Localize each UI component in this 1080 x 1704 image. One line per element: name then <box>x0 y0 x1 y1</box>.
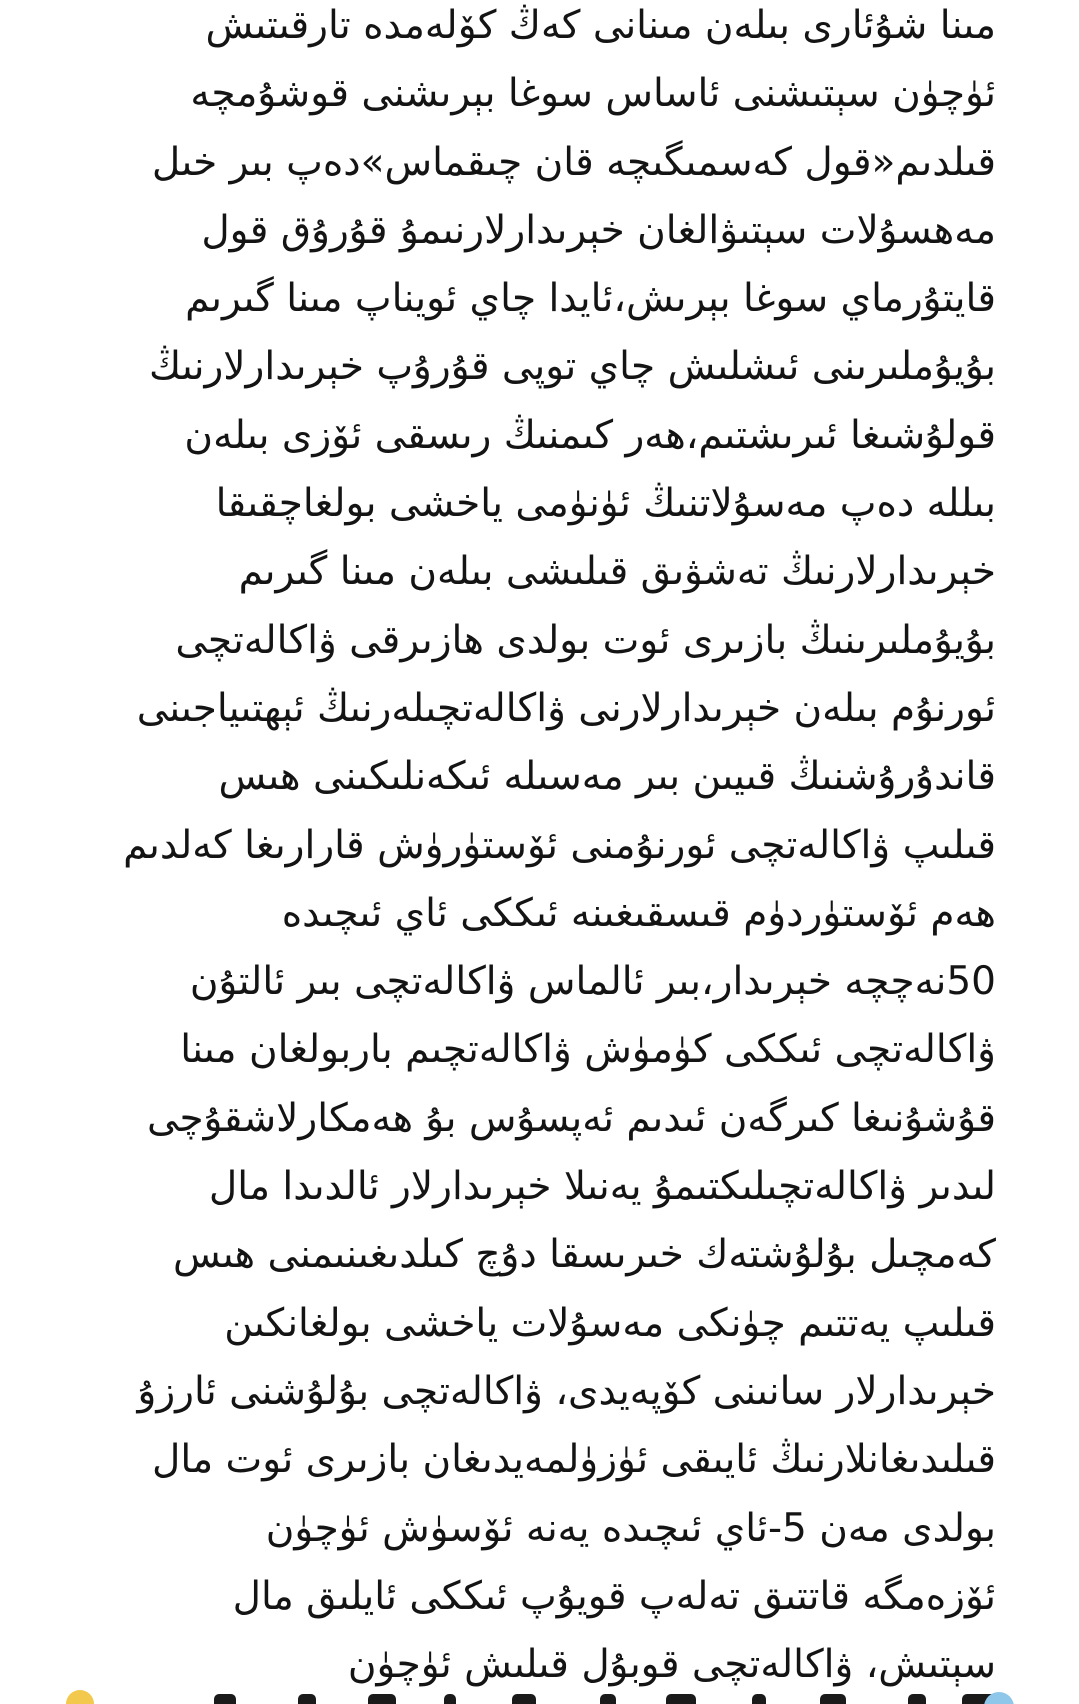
text-line: ھەم ئۆستۈردۈم قىسقىغىنە ئىككى ئاي ئىچىدە <box>281 890 996 936</box>
text-line: قىلدىم«قول كەسمىگىچە قان چىقماس»دەپ بىر خىل <box>151 139 996 185</box>
emoji-icon <box>66 1690 94 1704</box>
text-line: لىدىر ۋاكالەتچىلىكتىمۇ يەنىلا خېرىدارلار ئالدىدا مال <box>208 1164 996 1210</box>
text-line: قايتۇرماي سوغا بېرىش،ئايدا چاي ئويناپ مىنا گىرىم <box>185 276 996 322</box>
text-line: قۇشۇنىغا كىرگەن ئىدىم ئەپسۇس بۇ ھەمكارلاشقۇچى <box>147 1095 996 1141</box>
text-line: ئۆزەمگە قاتتىق تەلەپ قويۇپ ئىككى ئايلىق مال <box>232 1573 996 1619</box>
cut-off-text-fragment <box>176 1686 996 1704</box>
text-line: بولدى مەن 5-ئاي ئىچىدە يەنە ئۆسۈش ئۈچۈن <box>265 1505 996 1551</box>
text-line: كەمچىل بۇلۇشتەك خىرىسقا دۇچ كىلدىغىنىمنى ھىس <box>173 1232 996 1278</box>
text-line: بىللە دەپ مەسۇلاتنىڭ ئۈنۈمى ياخشى بولغاچقىقا <box>215 481 996 527</box>
text-line: بۇيۇملىرىنى ئىشلىش چاي توپى قۇرۇپ خېرىدارلارنىڭ <box>148 344 996 390</box>
text-line: قولۇشىغا ئىرىشتىم،ھەر كىمنىڭ رىسقى ئۆزى بىلەن <box>184 412 996 458</box>
text-line: مەھسۇلات سېتىۋالغان خېرىدارلارنىمۇ قۇرۇق قول <box>201 207 996 253</box>
text-line: قىلىپ يەتتىم چۈنكى مەسۇلات ياخشى بولغانكىن <box>224 1300 996 1346</box>
text-line: قىلىپ ۋاكالەتچى ئورنۇمنى ئۆستۈرۈش قارارىغا كەلدىم <box>123 822 996 868</box>
text-line: خېرىدارلارنىڭ تەشۋىق قىلىشى بىلەن مىنا گىرىم <box>238 549 996 595</box>
text-line: خېرىدارلار سانىنى كۆپەيدى، ۋاكالەتچى بۇلۇشنى ئارزۇ <box>137 1368 996 1414</box>
text-line: ۋاكالەتچى ئىككى كۈمۈش ۋاكالەتچىم باربولغان مىنا <box>180 1027 996 1073</box>
text-line: ئورنۇم بىلەن خېرىدارلارنى ۋاكالەتچىلەرنىڭ ئېھتىياجىنى <box>136 685 996 731</box>
text-line: 50نەچچە خېرىدار،بىر ئالماس ۋاكالەتچى بىر ئالتۇن <box>189 959 996 1005</box>
text-line: سېتىش، ۋاكالەتچى قوبۇل قىلىش ئۈچۈن <box>347 1642 996 1688</box>
text-line: مىنا شۇئارى بىلەن مىنانى كەڭ كۆلەمدە تارقىتىش <box>205 3 996 48</box>
text-line: قاندۇرۇشنىڭ قىيىن بىر مەسىلە ئىكەنلىكىنى ھىس <box>218 754 996 800</box>
cut-off-next-line <box>0 1686 1080 1704</box>
text-line: قىلىدىغانلارنىڭ ئايىقى ئۈزۈلمەيدىغان بازىرى ئوت مال <box>152 1437 996 1483</box>
text-line: ئۈچۈن سېتىشنى ئاساس سوغا بېرىشنى قوشۇمچە <box>190 71 996 117</box>
text-line: بۇيۇملىرىنىڭ بازىرى ئوت بولدى ھازىرقى ۋاكالەتچى <box>175 617 996 663</box>
